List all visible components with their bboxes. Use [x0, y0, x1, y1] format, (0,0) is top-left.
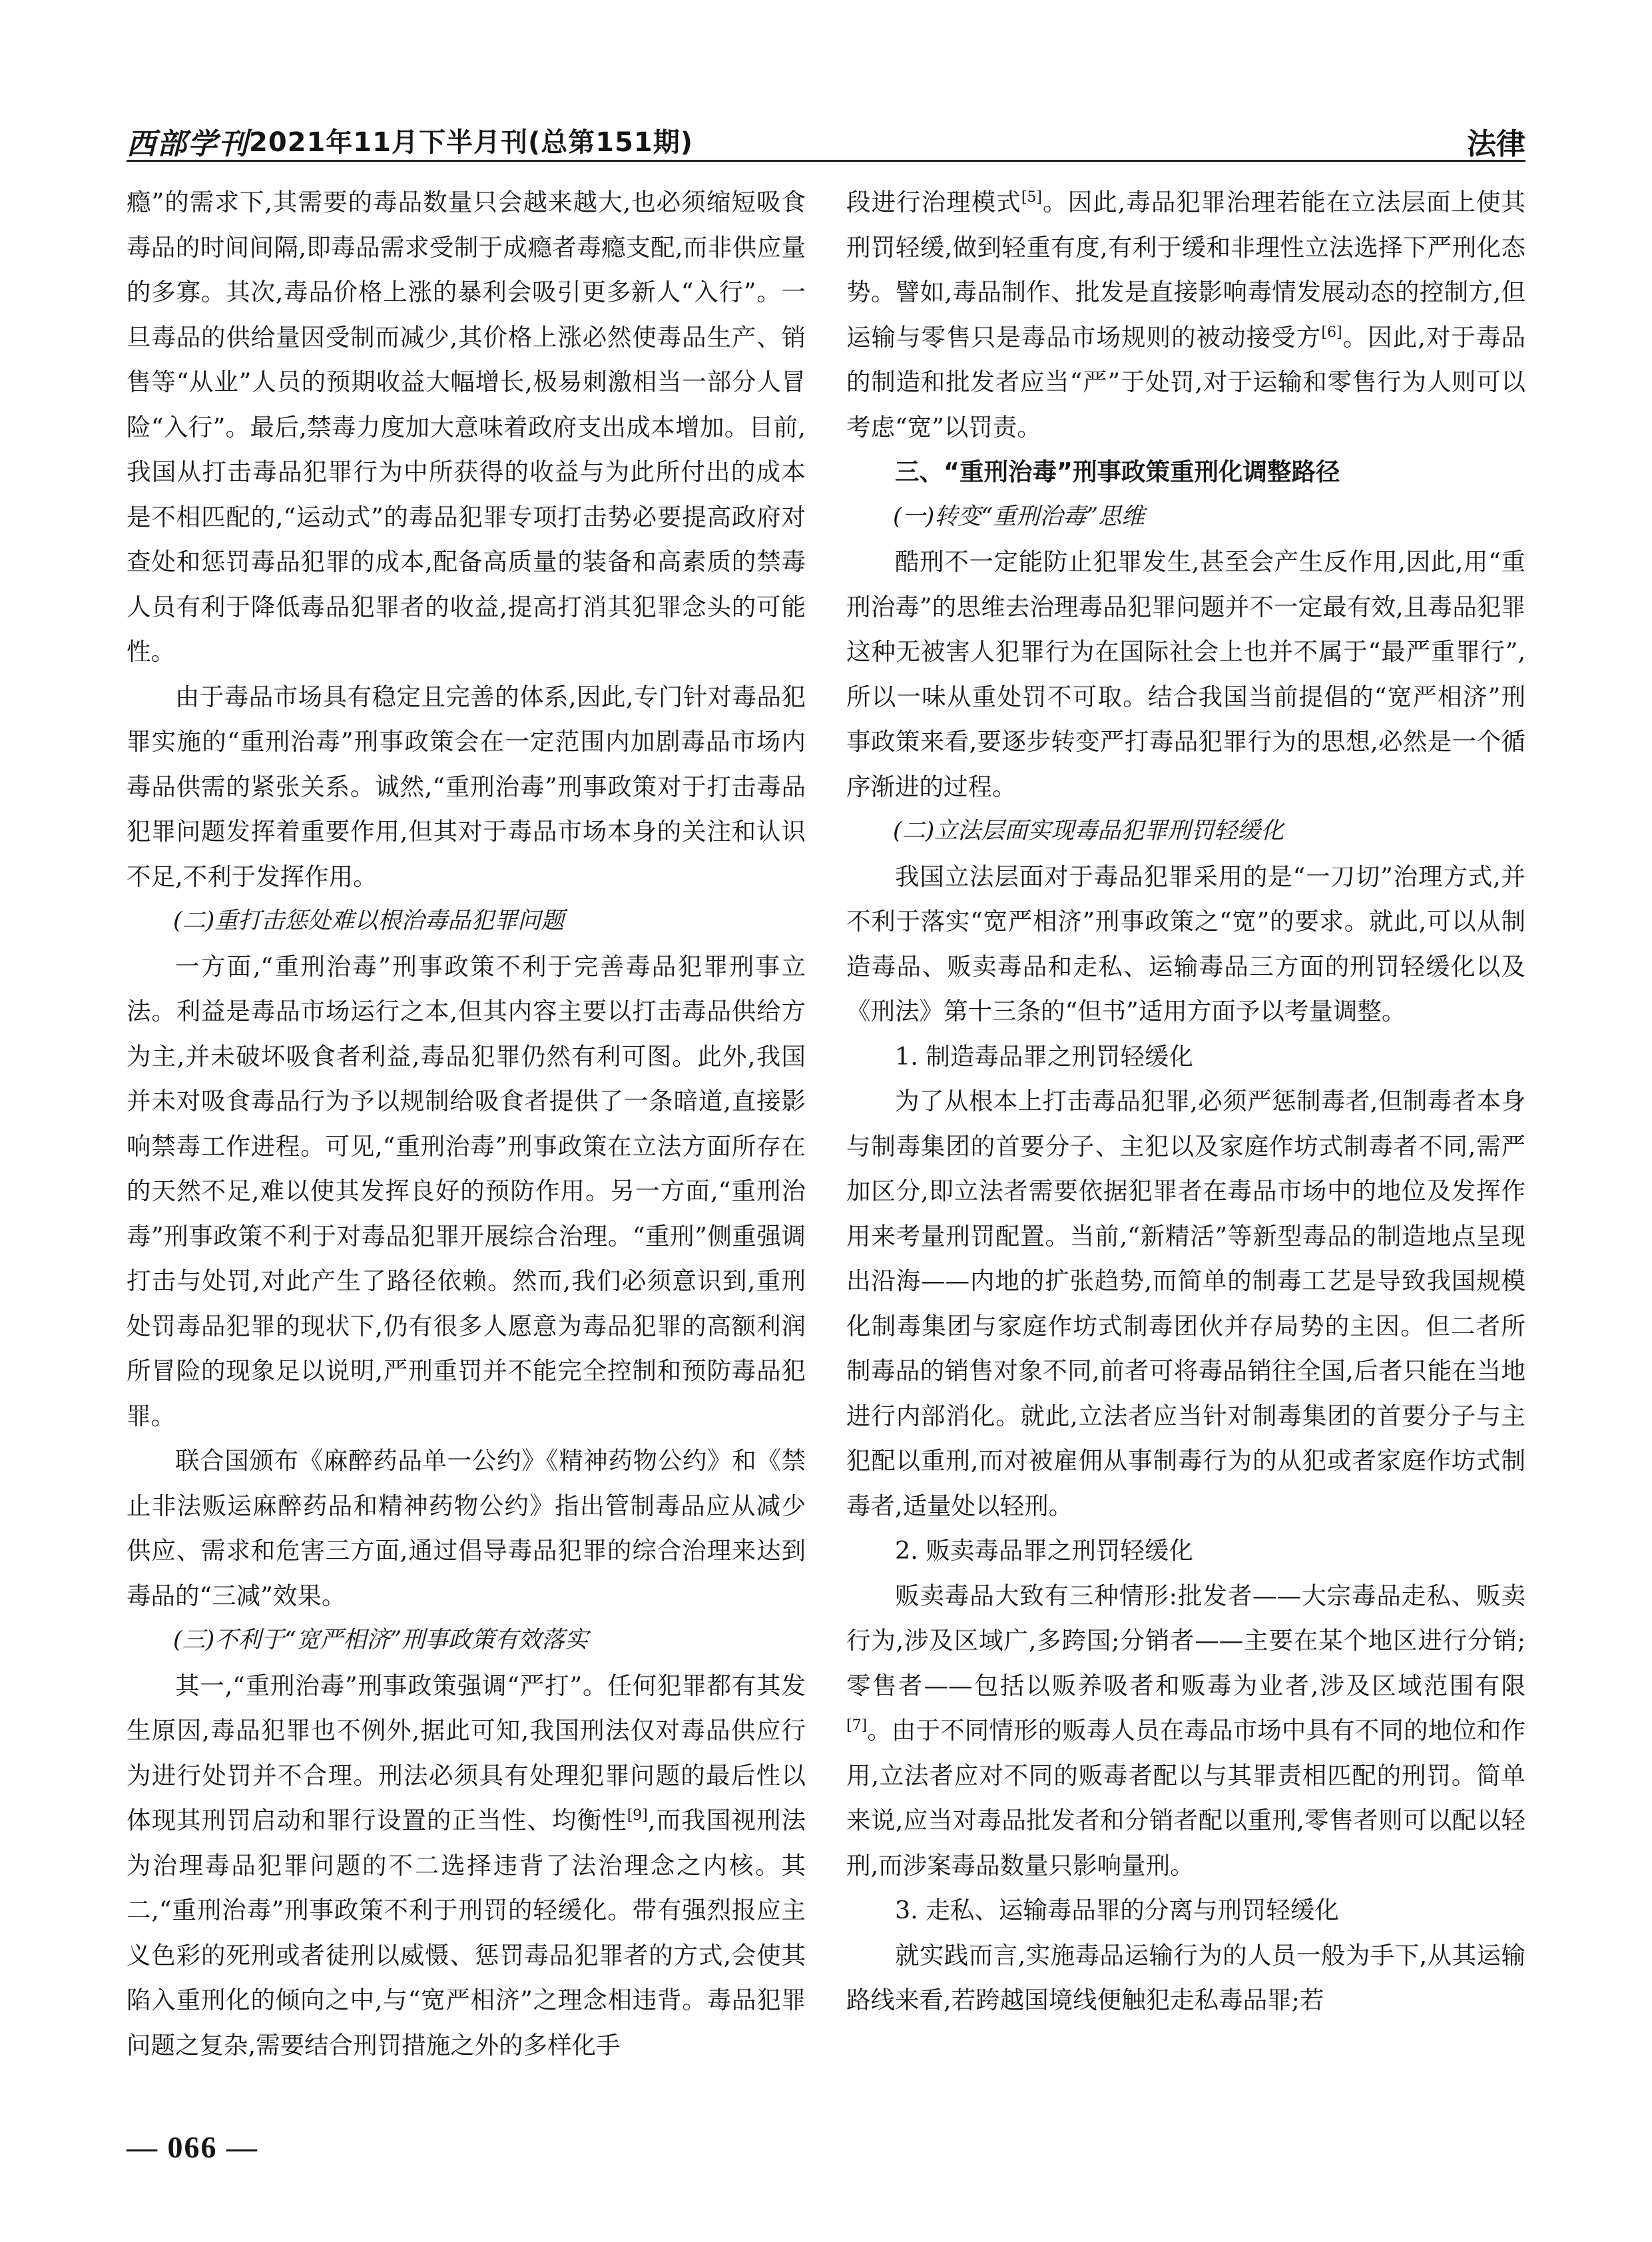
paragraph: 联合国颁布《麻醉药品单一公约》《精神药物公约》和《禁止非法贩运麻醉药品和精神药物公约》指出管制毒品应从减少供应、需求和危害三方面,通过倡导毒品犯罪的综合治理来达到毒品的“三减”效果。 [127, 1446, 806, 1610]
paragraph-text: 。因此,毒品犯罪治理若能在立法层面上使其刑罚轻缓,做到轻重有度,有利于缓和非理性立法选择下严刑化态势。譬如,毒品制作、批发是直接影响毒情发展动态的控制方,但运输与零售只是毒品市场规则的被动接受方 [846, 188, 1526, 352]
journal-logo: 西部学刊 [127, 127, 249, 161]
subsection-heading: (一)转变“重刑治毒”思维 [893, 503, 1145, 530]
citation-marker: [9] [627, 1807, 648, 1824]
section-heading: 三、“重刑治毒”刑事政策重刑化调整路径 [895, 457, 1340, 486]
left-column [127, 180, 806, 2068]
numbered-heading: 1. 制造毒品罪之刑罚轻缓化 [895, 1041, 1193, 1071]
paragraph [846, 180, 1525, 449]
paragraph-text: 其一,“重刑治毒”刑事政策强调“严打”。任何犯罪都有其发生原因,毒品犯罪也不例外,据此可知,我国刑法仅对毒品供应行为进行处罚并不合理。刑法必须具有处理犯罪问题的最后性以体现其刑罚启动和罪行设置的正当性、均衡性 [127, 1671, 806, 1834]
citation-marker: [7] [846, 1717, 868, 1734]
running-header [127, 117, 1525, 161]
paragraph: 我国立法层面对于毒品犯罪采用的是“一刀切”治理方式,并不利于落实“宽严相济”刑事政策之“宽”的要求。就此,可以从制造毒品、贩卖毒品和走私、运输毒品三方面的刑罚轻缓化以及《刑法》第十三条的“但书”适用方面予以考量调整。 [846, 862, 1525, 1025]
citation-marker: [6] [1321, 324, 1342, 341]
paragraph: 就实践而言,实施毒品运输行为的人员一般为手下,从其运输路线来看,若跨越国境线便触犯走私毒品罪;若 [846, 1940, 1525, 2014]
paragraph [846, 1573, 1525, 1888]
numbered-heading: 2. 贩卖毒品罪之刑罚轻缓化 [895, 1536, 1193, 1565]
numbered-heading: 3. 走私、运输毒品罪的分离与刑罚轻缓化 [895, 1896, 1339, 1924]
paragraph: 瘾”的需求下,其需要的毒品数量只会越来越大,也必须缩短吸食毒品的时间间隔,即毒品需求受制于成瘾者毒瘾支配,而非供应量的多寡。其次,毒品价格上涨的暴利会吸引更多新人“入行”。一旦毒品的供给量因受制而减少,其价格上涨必然使毒品生产、销售等“从业”人员的预期收益大幅增长,极易刺激相当一部分人冒险“入行”。最后,禁毒力度加大意味着政府支出成本增加。目前,我国从打击毒品犯罪行为中所获得的收益与为此所付出的成本是不相匹配的,“运动式”的毒品犯罪专项打击势必要提高政府对查处和惩罚毒品犯罪的成本,配备高质量的装备和高素质的禁毒人员有利于降低毒品犯罪者的收益,提高打消其犯罪念头的可能性。 [127, 188, 806, 666]
subsection-heading: (三)不利于“宽严相济”刑事政策有效落实 [173, 1627, 589, 1653]
citation-marker: [5] [1021, 188, 1042, 206]
paragraph-text: 段进行治理模式 [846, 188, 1021, 216]
header-rule [127, 160, 1525, 162]
paragraph: 酷刑不一定能防止犯罪发生,甚至会产生反作用,因此,用“重刑治毒”的思维去治理毒品犯罪问题并不一定最有效,且毒品犯罪这种无被害人犯罪行为在国际社会上也并不属于“最严重罪行”,所以一味从重处罚不可取。结合我国当前提倡的“宽严相济”刑事政策来看,要逐步转变严打毒品犯罪行为的思想,必然是一个循序渐进的过程。 [846, 547, 1525, 801]
paragraph: 一方面,“重刑治毒”刑事政策不利于完善毒品犯罪刑事立法。利益是毒品市场运行之本,但其内容主要以打击毒品供给方为主,并未破坏吸食者利益,毒品犯罪仍然有利可图。此外,我国并未对吸食毒品行为予以规制给吸食者提供了一条暗道,直接影响禁毒工作进程。可见,“重刑治毒”刑事政策在立法方面所存在的天然不足,难以使其发挥良好的预防作用。另一方面,“重刑治毒”刑事政策不利于对毒品犯罪开展综合治理。“重刑”侧重强调打击与处罚,对此产生了路径依赖。然而,我们必须意识到,重刑处罚毒品犯罪的现状下,仍有很多人愿意为毒品犯罪的高额利润所冒险的现象足以说明,严刑重罚并不能完全控制和预防毒品犯罪。 [127, 952, 806, 1430]
paragraph-text: 贩卖毒品大致有三种情形:批发者——大宗毒品走私、贩卖行为,涉及区域广,多跨国;分销者——主要在某个地区进行分销;零售者——包括以贩养吸者和贩毒为业者,涉及区域范围有限 [846, 1581, 1525, 1700]
paragraph-text: ,而我国视刑法为治理毒品犯罪问题的不二选择违背了法治理念之内核。其二,“重刑治毒”刑事政策不利于刑罚的轻缓化。带有强烈报应主义色彩的死刑或者徒刑以威慑、惩罚毒品犯罪者的方式,会使其陷入重刑化的倾向之中,与“宽严相济”之理念相违背。毒品犯罪问题之复杂,需要结合刑罚措施之外的多样化手 [127, 1806, 806, 2060]
right-column [846, 180, 1525, 2023]
paragraph: 由于毒品市场具有稳定且完善的体系,因此,专门针对毒品犯罪实施的“重刑治毒”刑事政策会在一定范围内加剧毒品市场内毒品供需的紧张关系。诚然,“重刑治毒”刑事政策对于打击毒品犯罪问题发挥着重要作用,但其对于毒品市场本身的关注和认识不足,不利于发挥作用。 [127, 682, 806, 891]
paragraph: 为了从根本上打击毒品犯罪,必须严惩制毒者,但制毒者本身与制毒集团的首要分子、主犯以及家庭作坊式制毒者不同,需严加区分,即立法者需要依据犯罪者在毒品市场中的地位及发挥作用来考量刑罚配置。当前,“新精活”等新型毒品的制造地点呈现出沿海——内地的扩张趋势,而简单的制毒工艺是导致我国规模化制毒集团与家庭作坊式制毒团伙并存局势的主因。但二者所制毒品的销售对象不同,前者可将毒品销往全国,后者只能在当地进行内部消化。就此,立法者应当针对制毒集团的首要分子与主犯配以重刑,而对被雇佣从事制毒行为的从犯或者家庭作坊式制毒者,适量处以轻刑。 [846, 1087, 1525, 1520]
section-label: 法律 [1467, 127, 1525, 161]
issue-info: 2021年11月下半月刊(总第151期) [249, 127, 694, 158]
paragraph-text: 。由于不同情形的贩毒人员在毒品市场中具有不同的地位和作用,立法者应对不同的贩毒者配以与其罪责相匹配的刑罚。简单来说,应当对毒品批发者和分销者配以重刑,零售者则可以配以轻刑,而涉案毒品数量只影响量刑。 [846, 1716, 1525, 1880]
page-number: — 066 — [127, 2130, 258, 2164]
paragraph [127, 1663, 806, 2068]
subsection-heading: (二)重打击惩处难以根治毒品犯罪问题 [173, 908, 565, 934]
paragraph-text: 。因此,对于毒品的制造和批发者应当“严”于处罚,对于运输和零售行为人则可以考虑“宽”以罚责。 [846, 322, 1525, 441]
subsection-heading: (二)立法层面实现毒品犯罪刑罚轻缓化 [893, 818, 1284, 844]
